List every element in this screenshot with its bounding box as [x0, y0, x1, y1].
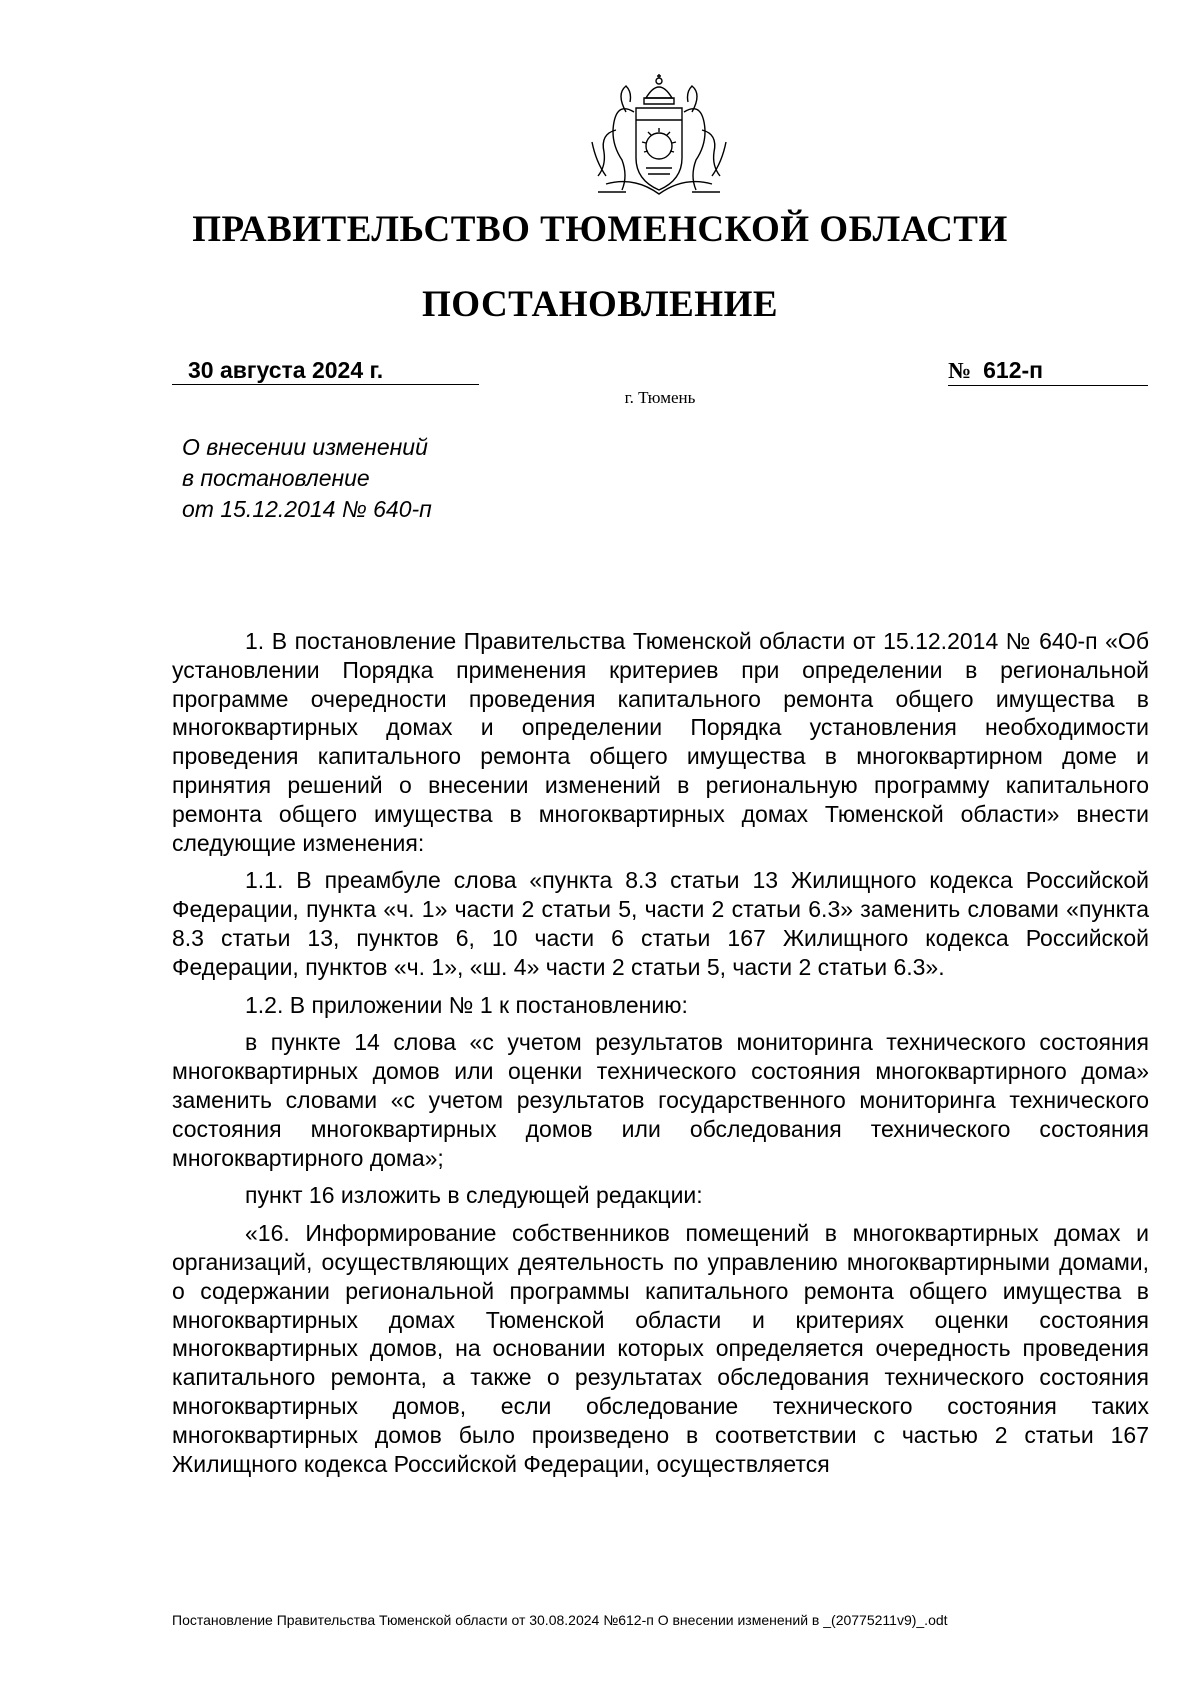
date-field — [172, 356, 479, 385]
organization-title: ПРАВИТЕЛЬСТВО ТЮМЕНСКОЙ ОБЛАСТИ — [192, 209, 1008, 250]
document-number: 612-п — [983, 357, 1044, 383]
document-body — [172, 627, 1149, 1487]
number-sign: № — [948, 358, 972, 383]
coat-of-arms-emblem — [586, 72, 732, 198]
page-footer-filename: Постановление Правительства Тюменской области от 30.08.2024 №612-п О внесении изменений в _(20775211v9)_.odt — [172, 1612, 948, 1628]
document-date: 30 августа 2024 г. — [188, 357, 384, 383]
body-paragraph: «16. Информирование собственников помещений в многоквартирных домах и организаций, осуществляющих деятельность по управлению многоквартирными домами, о содержании региональной программы капитального ремонта общего имущества в многоквартирных домах Тюменской области и критериях оценки состояния многоквартирных домов, на основании которых определяется очередность проведения капитального ремонта, а также о результатах обследования технического состояния многоквартирных домов, если обследование технического состояния таких многоквартирных домов было произведено в соответствии с частью 2 статьи 167 Жилищного кодекса Российской Федерации, осуществляется — [172, 1220, 1149, 1477]
number-field — [948, 356, 1148, 386]
body-paragraph: пункт 16 изложить в следующей редакции: — [245, 1182, 703, 1209]
body-paragraph: 1.2. В приложении № 1 к постановлению: — [245, 991, 688, 1018]
body-paragraph: 1. В постановление Правительства Тюменской области от 15.12.2014 № 640-п «Об установлении Порядка применения критериев при определении в региональной программе очередности проведения капитального ремонта общего имущества в многоквартирных домах и определении Порядка установления необходимости проведения капитального ремонта общего имущества в многоквартирном доме и принятия решений о внесении изменений в региональную программу капитального ремонта общего имущества в многоквартирных домах Тюменской области» внести следующие изменения: — [172, 628, 1149, 856]
subject-line: О внесении изменений — [182, 434, 428, 460]
body-paragraph: в пункте 14 слова «с учетом результатов мониторинга технического состояния многоквартирных домов или оценки технического состояния многоквартирного дома» заменить словами «с учетом результатов государственного мониторинга технического состояния многоквартирных домов или обследования технического состояния многоквартирного дома»; — [172, 1029, 1149, 1171]
city-label: г. Тюмень — [624, 388, 696, 407]
subject-line: от 15.12.2014 № 640-п — [182, 496, 432, 522]
document-type-title: ПОСТАНОВЛЕНИЕ — [421, 284, 779, 325]
document-subject — [182, 432, 432, 525]
subject-line: в постановление — [182, 465, 370, 491]
body-paragraph: 1.1. В преамбуле слова «пункта 8.3 статьи 13 Жилищного кодекса Российской Федерации, пункта «ч. 1» части 2 статьи 5, части 2 статьи 6.3» заменить словами «пункта 8.3 статьи 13, пунктов 6, 10 части 6 статьи 167 Жилищного кодекса Российской Федерации, пунктов «ч. 1», «ш. 4» части 2 статьи 5, части 2 статьи 6.3». — [172, 867, 1149, 980]
